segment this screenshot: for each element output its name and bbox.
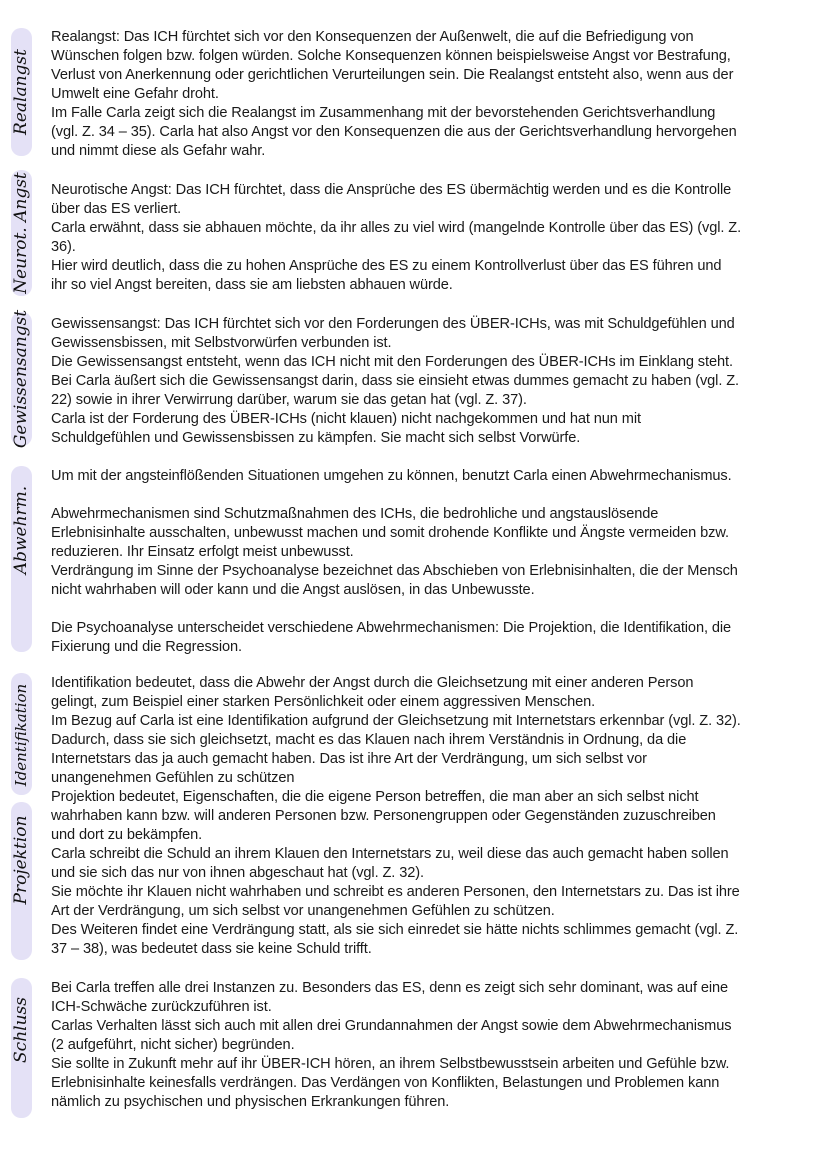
text-line: Carlas Verhalten lässt sich auch mit allen drei Grundannahmen der Angst sowie dem Abwehrmechanismus	[51, 1018, 732, 1034]
side-label-gewissensangst: Gewissensangst	[11, 309, 31, 449]
text-line: Die Gewissensangst entsteht, wenn das ICH nicht mit den Forderungen des ÜBER-ICHs im Einklang steht.	[51, 354, 733, 370]
text-line: 37 – 38), was bedeutet dass sie keine Schuld trifft.	[51, 941, 372, 957]
text-line: Dadurch, dass sie sich gleichsetzt, macht es das Klauen nach ihrem Verständnis in Ordnung, da die	[51, 732, 687, 748]
text-line: Sie sollte in Zukunft mehr auf ihr ÜBER-ICH hören, an ihrem Selbstbewusstsein arbeiten und Gefühle bzw.	[51, 1056, 730, 1072]
text-line: Carla schreibt die Schuld an ihrem Klauen den Internetstars zu, weil diese das auch gemacht haben sollen	[51, 846, 729, 862]
side-label-neurotische-angst: Neurot. Angst	[11, 172, 31, 294]
section-abwehrmechanismus	[51, 467, 820, 657]
text-line: Internetstars das ja auch gemacht haben. Das ist ihre Art der Verdrängung, um sich selbst vor	[51, 751, 647, 767]
text-line: ICH-Schwäche zurückzuführen ist.	[51, 999, 272, 1015]
text-line: Bei Carla treffen alle drei Instanzen zu. Besonders das ES, denn es zeigt sich sehr dominant, was auf eine	[51, 980, 729, 996]
text-line: 22) sowie in ihrer Verwirrung darüber, warum sie das getan hat (vgl. Z. 37).	[51, 392, 527, 408]
text-line: ihr so viel Angst bereiten, dass sie am liebsten abhauen würde.	[51, 277, 453, 293]
text-line: Die Psychoanalyse unterscheidet verschiedene Abwehrmechanismen: Die Projektion, die Identifikation, die	[51, 620, 732, 636]
section-gewissensangst	[51, 315, 820, 448]
section-neurotische-angst	[51, 181, 820, 295]
text-line: und nimmt diese als Gefahr wahr.	[51, 143, 266, 159]
text-line: Erlebnisinhalte keinesfalls verdrängen. Das Verdängen von Konflikten, Belastungen und Problemen kann	[51, 1075, 720, 1091]
text-line: Umwelt eine Gefahr droht.	[51, 86, 219, 102]
text-line: Carla ist der Forderung des ÜBER-ICHs (nicht klauen) nicht nachgekommen und hat nun mit	[51, 411, 641, 427]
text-line	[51, 486, 820, 505]
text-line: Des Weiteren findet eine Verdrängung statt, als sie sich einredet sie hätte nichts schlimmes gemacht (vgl. Z.	[51, 922, 739, 938]
text-line: Im Falle Carla zeigt sich die Realangst im Zusammenhang mit der bevorstehenden Gerichtsverhandlung	[51, 105, 716, 121]
section-identifikation-projektion	[51, 674, 820, 959]
text-line: Wünschen folgen bzw. folgen würden. Solche Konsequenzen können beispielsweise Angst vor Bestrafung,	[51, 48, 731, 64]
text-line: Um mit der angsteinflößenden Situationen umgehen zu können, benutzt Carla einen Abwehrmechanismus.	[51, 468, 732, 484]
text-line: Verlust von Anerkennung oder gerichtlichen Verurteilungen sein. Die Realangst entsteht also, wenn aus der	[51, 67, 734, 83]
text-line: (vgl. Z. 34 – 35). Carla hat also Angst vor den Konsequenzen die aus der Gerichtsverhandlung hervorgehen	[51, 124, 737, 140]
text-line: Fixierung und die Regression.	[51, 639, 242, 655]
text-line: Sie möchte ihr Klauen nicht wahrhaben und schreibt es anderen Personen, den Internetstars zu. Das ist ihre	[51, 884, 740, 900]
text-line: Abwehrmechanismen sind Schutzmaßnahmen des ICHs, die bedrohliche und angstauslösende	[51, 506, 659, 522]
text-line: Bei Carla äußert sich die Gewissensangst darin, dass sie einsieht etwas dummes gemacht zu haben (vgl. Z.	[51, 373, 739, 389]
text-line: nämlich zu psychischen und physischen Erkrankungen führen.	[51, 1094, 450, 1110]
side-label-realangst: Realangst	[11, 49, 31, 135]
text-line: und dort zu bekämpfen.	[51, 827, 203, 843]
text-line: Hier wird deutlich, dass die zu hohen Ansprüche des ES zu einem Kontrollverlust über das ES führen und	[51, 258, 722, 274]
text-line: Realangst: Das ICH fürchtet sich vor den Konsequenzen der Außenwelt, die auf die Befriedigung von	[51, 29, 694, 45]
side-label-schluss: Schluss	[11, 997, 31, 1063]
text-line: reduzieren. Ihr Einsatz erfolgt meist unbewusst.	[51, 544, 354, 560]
side-label-identifikation: Identifikation	[12, 683, 30, 787]
text-line: Projektion bedeutet, Eigenschaften, die die eigene Person betreffen, die man aber an sich selbst nicht	[51, 789, 699, 805]
text-line: Neurotische Angst: Das ICH fürchtet, dass die Ansprüche des ES übermächtig werden und es die Kontrolle	[51, 182, 732, 198]
text-line	[51, 600, 820, 619]
text-line: Gewissensangst: Das ICH fürchtet sich vor den Forderungen des ÜBER-ICHs, was mit Schuldgefühlen und	[51, 316, 735, 332]
text-line: über das ES verliert.	[51, 201, 182, 217]
side-label-projektion: Projektion	[11, 815, 31, 905]
text-line: Identifikation bedeutet, dass die Abwehr der Angst durch die Gleichsetzung mit einer anderen Person	[51, 675, 694, 691]
text-line: (2 aufgeführt, nicht sicher) begründen.	[51, 1037, 295, 1053]
text-line: Im Bezug auf Carla ist eine Identifikation aufgrund der Gleichsetzung mit Internetstars erkennbar (vgl. Z. 32).	[51, 713, 741, 729]
text-line: nicht wahrhaben will oder kann und die Angst auslösen, in das Unbewusste.	[51, 582, 535, 598]
side-label-abwehrmechanismus: Abwehrm.	[11, 485, 31, 575]
text-line: 36).	[51, 239, 76, 255]
text-line: unangenehmen Gefühlen zu schützen	[51, 770, 295, 786]
text-line: Carla erwähnt, dass sie abhauen möchte, da ihr alles zu viel wird (mangelnde Kontrolle über das ES) (vgl. Z.	[51, 220, 742, 236]
text-line: gelingt, zum Beispiel einer starken Persönlichkeit oder einem aggressiven Menschen.	[51, 694, 596, 710]
text-line: und sie sich das nur von ihnen abgeschaut hat (vgl. Z. 32).	[51, 865, 424, 881]
text-line: Gewissensbissen, mit Selbstvorwürfen verbunden ist.	[51, 335, 392, 351]
text-line: Verdrängung im Sinne der Psychoanalyse bezeichnet das Abschieben von Erlebnisinhalten, die der Mensch	[51, 563, 738, 579]
text-line: wahrhaben kann bzw. will anderen Personen bzw. Personengruppen oder Gegenständen zuzuschreiben	[51, 808, 716, 824]
text-line: Art der Verdrängung, um sich selbst vor unangenehmen Gefühlen zu schützen.	[51, 903, 555, 919]
text-line: Erlebnisinhalte ausschalten, unbewusst machen und somit drohende Konflikte und Ängste vermeiden bzw.	[51, 525, 729, 541]
text-line: Schuldgefühlen und Gewissensbissen zu kämpfen. Sie macht sich selbst Vorwürfe.	[51, 430, 581, 446]
section-schluss	[51, 979, 820, 1112]
section-realangst	[51, 28, 820, 161]
